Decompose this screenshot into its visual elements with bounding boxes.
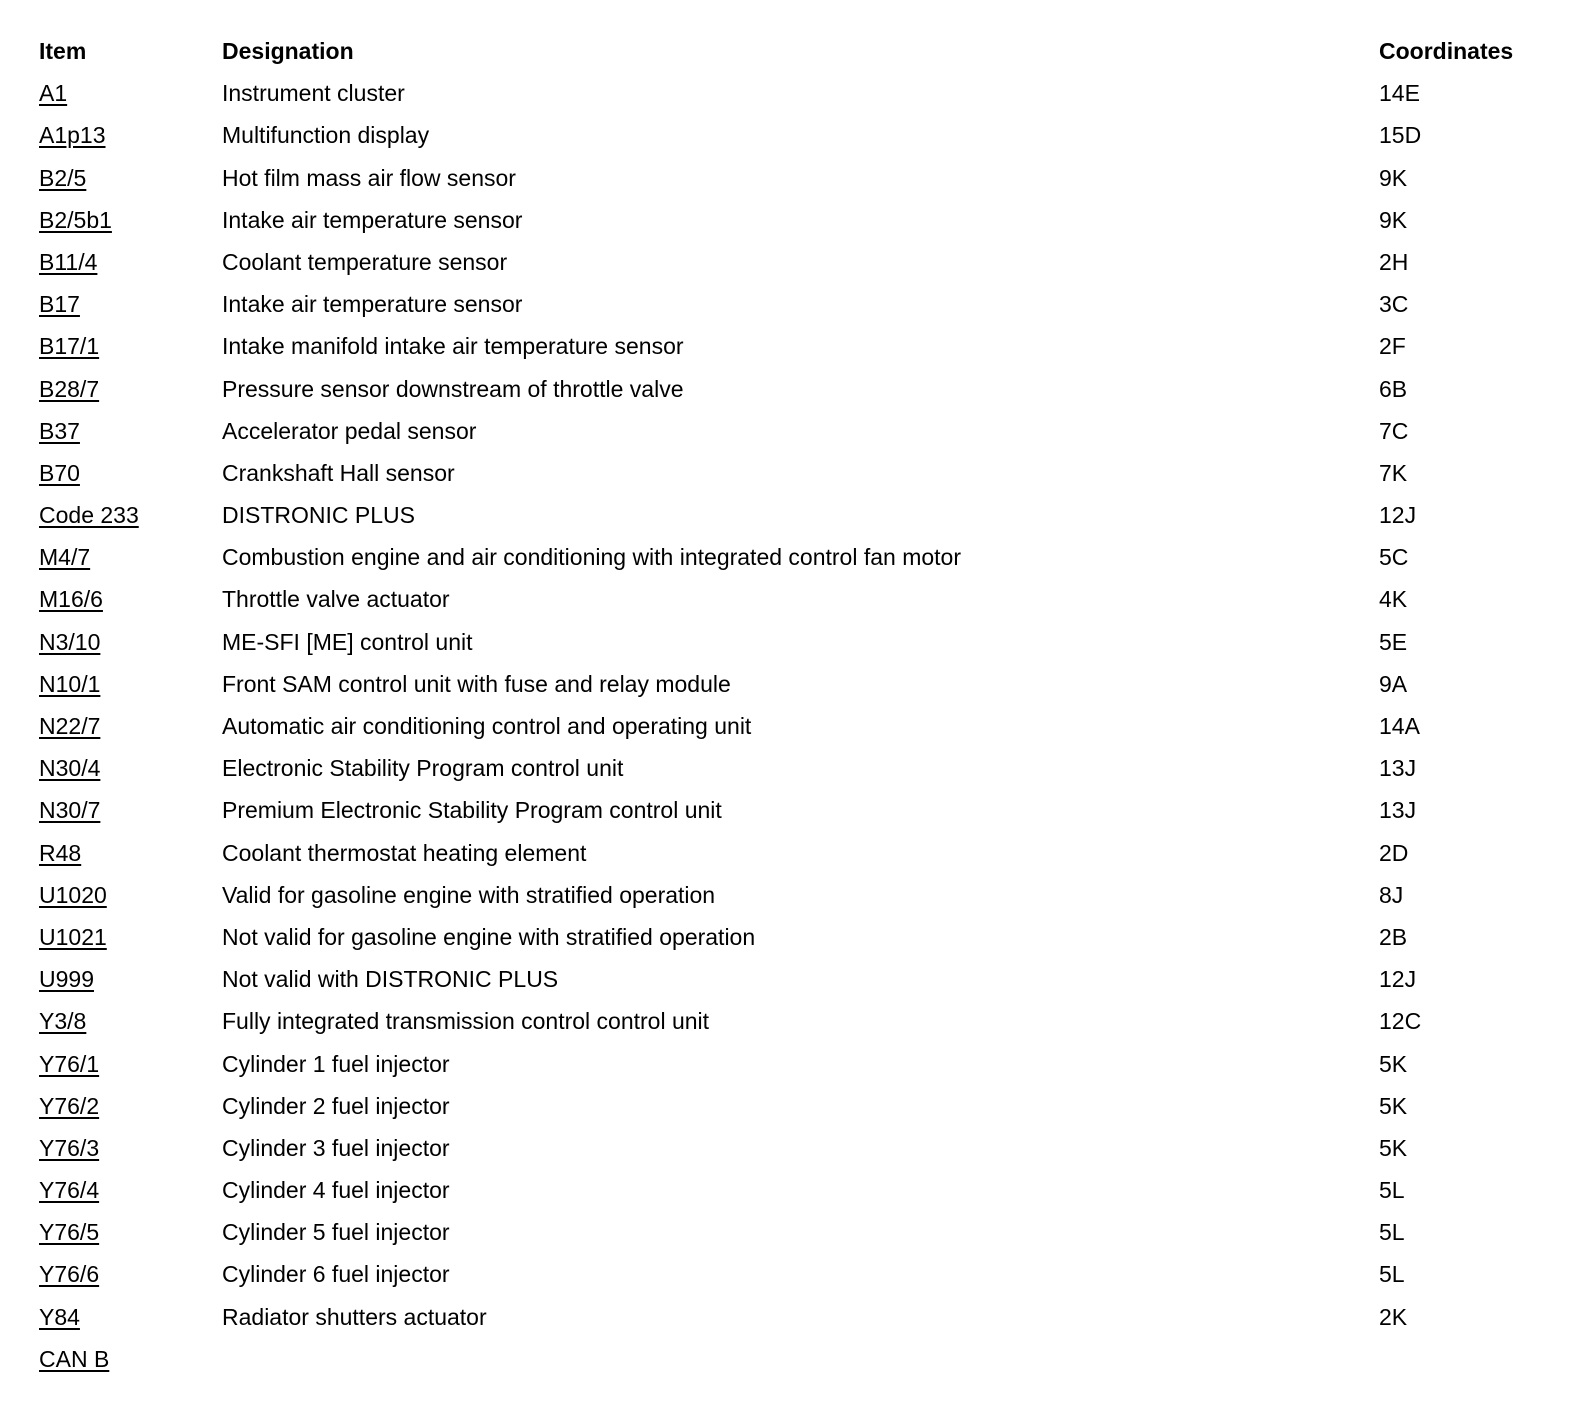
component-legend-table	[0, 30, 1584, 1380]
designation-cell: Combustion engine and air conditioning with integrated control fan motor	[222, 544, 961, 571]
item-link[interactable]: N10/1	[39, 670, 101, 697]
table-row	[0, 1043, 1584, 1085]
table-row	[0, 368, 1584, 410]
item-link[interactable]: Y3/8	[39, 1008, 87, 1035]
item-link[interactable]: Y76/5	[39, 1219, 100, 1246]
table-row	[0, 916, 1584, 958]
coordinates-cell: 14E	[1379, 80, 1420, 107]
table-row	[0, 874, 1584, 916]
table-row	[0, 747, 1584, 789]
item-link[interactable]: B11/4	[39, 248, 98, 275]
designation-cell: Crankshaft Hall sensor	[222, 459, 455, 486]
item-link[interactable]: Y76/3	[39, 1134, 100, 1161]
table-row	[0, 199, 1584, 241]
item-link[interactable]: B17/1	[39, 333, 100, 360]
designation-cell: Hot film mass air flow sensor	[222, 164, 516, 191]
coordinates-cell: 7K	[1379, 459, 1408, 486]
coordinates-cell: 13J	[1379, 755, 1417, 782]
table-row	[0, 1127, 1584, 1169]
item-link[interactable]: A1	[39, 80, 68, 107]
designation-cell: Fully integrated transmission control control unit	[222, 1008, 710, 1035]
item-link[interactable]: Y84	[39, 1303, 80, 1330]
table-row	[0, 1000, 1584, 1042]
coordinates-cell: 5L	[1379, 1219, 1405, 1246]
coordinates-cell: 7C	[1379, 417, 1409, 444]
table-row	[0, 789, 1584, 831]
header-designation: Designation	[222, 38, 354, 64]
item-link[interactable]: N30/4	[39, 755, 101, 782]
item-link[interactable]: N30/7	[39, 797, 101, 824]
designation-cell: Coolant thermostat heating element	[222, 839, 587, 866]
item-link[interactable]: Y76/6	[39, 1261, 100, 1288]
table-header-row	[0, 30, 1584, 72]
designation-cell: Instrument cluster	[222, 80, 405, 107]
table-row	[0, 72, 1584, 114]
coordinates-cell: 2D	[1379, 839, 1409, 866]
table-row	[0, 1296, 1584, 1338]
coordinates-cell: 12J	[1379, 966, 1417, 993]
coordinates-cell: 4K	[1379, 586, 1408, 613]
item-link[interactable]: A1p13	[39, 122, 106, 149]
item-link[interactable]: B28/7	[39, 375, 100, 402]
item-link[interactable]: U999	[39, 966, 94, 993]
designation-cell: Radiator shutters actuator	[222, 1303, 487, 1330]
designation-cell: ME-SFI [ME] control unit	[222, 628, 473, 655]
coordinates-cell: 2K	[1379, 1303, 1408, 1330]
item-link[interactable]: N22/7	[39, 713, 101, 739]
coordinates-cell: 8J	[1379, 881, 1404, 908]
table-row	[0, 621, 1584, 663]
designation-cell: DISTRONIC PLUS	[222, 502, 415, 529]
table-row	[0, 1253, 1584, 1295]
table-row	[0, 241, 1584, 283]
table-row	[0, 832, 1584, 874]
coordinates-cell: 5K	[1379, 1050, 1408, 1077]
designation-cell: Cylinder 1 fuel injector	[222, 1050, 450, 1077]
table-row	[0, 663, 1584, 705]
header-item: Item	[39, 38, 87, 64]
coordinates-cell: 2B	[1379, 923, 1408, 950]
item-link[interactable]: B37	[39, 417, 80, 444]
table-row	[0, 536, 1584, 578]
coordinates-cell: 5E	[1379, 628, 1408, 655]
coordinates-cell: 9K	[1379, 164, 1408, 191]
table-row	[0, 452, 1584, 494]
designation-cell: Cylinder 3 fuel injector	[222, 1134, 450, 1161]
item-link[interactable]: Code 233	[39, 502, 139, 529]
coordinates-cell: 15D	[1379, 122, 1422, 149]
item-link[interactable]: N3/10	[39, 628, 101, 655]
designation-cell: Premium Electronic Stability Program control unit	[222, 797, 722, 824]
table-row	[0, 1169, 1584, 1211]
item-link[interactable]: B2/5	[39, 164, 87, 191]
table-row	[0, 410, 1584, 452]
item-link[interactable]: B2/5b1	[39, 206, 112, 233]
coordinates-cell: 12J	[1379, 502, 1417, 529]
designation-cell: Not valid with DISTRONIC PLUS	[222, 966, 559, 993]
item-link[interactable]: Y76/2	[39, 1092, 100, 1119]
coordinates-cell: 5C	[1379, 544, 1409, 571]
item-link[interactable]: B17	[39, 291, 80, 318]
designation-cell: Electronic Stability Program control unit	[222, 755, 624, 782]
coordinates-cell: 14A	[1379, 713, 1420, 739]
designation-cell: Throttle valve actuator	[222, 586, 450, 613]
item-link[interactable]: U1020	[39, 881, 107, 908]
designation-cell: Front SAM control unit with fuse and relay module	[222, 670, 731, 697]
item-link[interactable]: CAN B	[39, 1345, 110, 1372]
designation-cell: Intake air temperature sensor	[222, 206, 523, 233]
table-row	[0, 705, 1584, 747]
designation-cell: Pressure sensor downstream of throttle valve	[222, 375, 684, 402]
designation-cell: Cylinder 4 fuel injector	[222, 1177, 450, 1204]
item-link[interactable]: Y76/1	[39, 1050, 100, 1077]
coordinates-cell: 9K	[1379, 206, 1408, 233]
designation-cell: Cylinder 5 fuel injector	[222, 1219, 450, 1246]
coordinates-cell: 9A	[1379, 670, 1408, 697]
item-link[interactable]: M16/6	[39, 586, 103, 613]
coordinates-cell: 5L	[1379, 1261, 1405, 1288]
designation-cell: Intake air temperature sensor	[222, 291, 523, 318]
coordinates-cell: 2F	[1379, 333, 1406, 360]
table-row	[0, 157, 1584, 199]
coordinates-cell: 13J	[1379, 797, 1417, 824]
coordinates-cell: 5L	[1379, 1177, 1405, 1204]
table-body	[0, 72, 1584, 1380]
table-row	[0, 1338, 1584, 1380]
table-row	[0, 325, 1584, 367]
item-link[interactable]: M4/7	[39, 544, 91, 571]
table-row	[0, 578, 1584, 620]
header-coordinates: Coordinates	[1379, 38, 1514, 64]
designation-cell: Intake manifold intake air temperature sensor	[222, 333, 684, 360]
item-link[interactable]: B70	[39, 459, 80, 486]
coordinates-cell: 12C	[1379, 1008, 1422, 1035]
designation-cell: Coolant temperature sensor	[222, 248, 508, 275]
coordinates-cell: 3C	[1379, 291, 1409, 318]
designation-cell: Cylinder 6 fuel injector	[222, 1261, 450, 1288]
table-row	[0, 958, 1584, 1000]
item-link[interactable]: Y76/4	[39, 1177, 100, 1204]
item-link[interactable]: U1021	[39, 923, 107, 950]
coordinates-cell: 2H	[1379, 248, 1409, 275]
coordinates-cell: 6B	[1379, 375, 1408, 402]
table-row	[0, 283, 1584, 325]
table-row	[0, 1211, 1584, 1253]
table-row	[0, 494, 1584, 536]
designation-cell: Automatic air conditioning control and operating unit	[222, 713, 752, 739]
designation-cell: Multifunction display	[222, 122, 430, 149]
item-link[interactable]: R48	[39, 839, 82, 866]
designation-cell: Cylinder 2 fuel injector	[222, 1092, 450, 1119]
coordinates-cell: 5K	[1379, 1134, 1408, 1161]
coordinates-cell: 5K	[1379, 1092, 1408, 1119]
designation-cell: Accelerator pedal sensor	[222, 417, 477, 444]
table-row	[0, 114, 1584, 156]
designation-cell: Valid for gasoline engine with stratified operation	[222, 881, 716, 908]
table-row	[0, 1085, 1584, 1127]
designation-cell: Not valid for gasoline engine with stratified operation	[222, 923, 756, 950]
